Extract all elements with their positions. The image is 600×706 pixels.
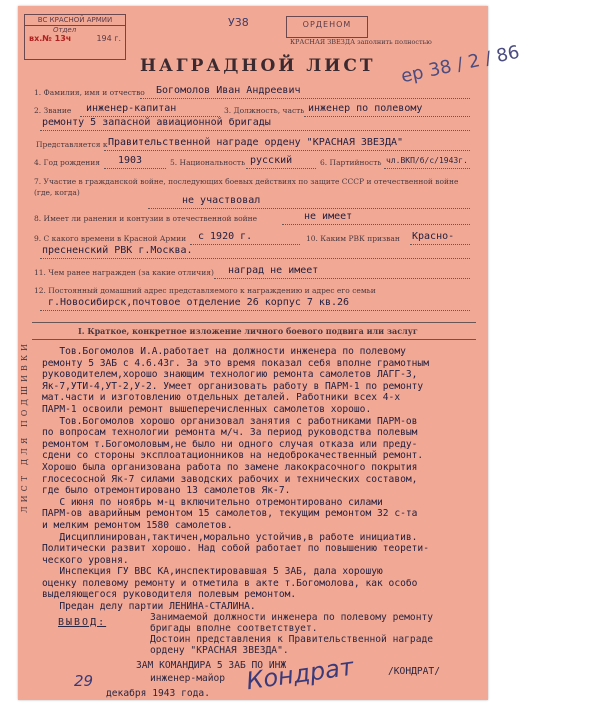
conclusion-line: Достоин представления к Правительственной награде <box>150 634 434 645</box>
body-line: Политически развит хорошо. Над собой работает по повышению теорети- <box>42 543 429 555</box>
body-line: руководителем,хорошо знающим технологию ремонта самолетов ЛАГГ-3, <box>42 369 418 381</box>
handwritten-signature: Кондрат <box>244 652 356 696</box>
represented-value: Правительственной награде ордену "КРАСНАЯ ЗВЕЗДА" <box>108 137 404 148</box>
field-7-value: не участвовал <box>182 195 261 206</box>
body-line: по вопросам технологии ремонта м/ч. За период руководства полевым <box>42 427 418 439</box>
field-10-continuation: пресненский РВК г.Москва. <box>42 245 193 256</box>
signature-date: декабря 1943 года. <box>106 688 210 699</box>
field-3-value: инженер по полевому <box>308 103 423 114</box>
body-line: Хорошо была организована работа по замене лакокрасочного покрытия <box>42 461 418 473</box>
body-line: выделяющегося руководителя полевым ремонтом. <box>42 589 297 601</box>
conclusion-text <box>150 612 433 656</box>
field-9-value: с 1920 г. <box>198 231 253 242</box>
body-line: ремонту 5 ЗАБ с 4.6.43г. За это время показал себя вполне грамотным <box>42 357 429 369</box>
body-line: ПАРМ-1 освоили ремонт вышеперечисленных самолетов хорошо. <box>42 403 372 415</box>
body-line: сдени со стороны эксплоатационников на недоброкачественный ремонт. <box>42 450 424 462</box>
body-line: где было отремонтировано 13 самолетов Як-7. <box>42 485 291 497</box>
award-sheet <box>18 6 522 700</box>
section-divider-top <box>32 322 476 323</box>
signature-position: ЗАМ КОМАНДИРА 5 ЗАБ ПО ИНЖ <box>136 660 287 671</box>
signature-name: /КОНДРАТ/ <box>388 666 440 677</box>
army-stamp-text: ВС КРАСНОЙ АРМИИ <box>25 15 125 26</box>
section-header: I. Краткое, конкретное изложение личного боевого подвига или заслуг <box>78 326 418 336</box>
field-4-label: 4. Год рождения <box>34 158 101 167</box>
field-5-value: русский <box>250 155 293 166</box>
body-line: Инспекция ГУ ВВС КА,инспектировавшая 5 ЗАБ, дала хорошую <box>42 566 383 578</box>
army-stamp <box>24 14 126 60</box>
field-6-label: 6. Партийность <box>320 158 382 167</box>
body-line: оценку полевому ремонту и отметила в акте т.Богомолова, как особо <box>42 577 418 589</box>
signature-day: 29 <box>74 672 94 690</box>
signature-rank: инженер-майор <box>150 673 226 684</box>
field-6-value: чл.ВКП/б/с/1943г. <box>386 156 468 165</box>
binding-margin-label: ЛИСТ ДЛЯ ПОДШИВКИ <box>20 339 29 513</box>
conclusion-line: Занимаемой должности инженера по полевому ремонту <box>150 612 434 623</box>
body-line: мат.части и изготовлению отдельных деталей. Работники всех 4-х <box>42 392 401 404</box>
conclusion-line: бригады вполне соответствует. <box>150 623 318 634</box>
document-title: НАГРАДНОЙ ЛИСТ <box>140 56 376 76</box>
body-line: и мелким ремонтом 1580 самолетов. <box>42 519 233 531</box>
field-10-value: Красно- <box>412 231 455 242</box>
field-1-label: 1. Фамилия, имя и отчество <box>34 88 145 97</box>
field-11-value: наград не имеет <box>228 265 319 276</box>
section-divider-bottom <box>32 339 476 340</box>
body-line: ПАРМ-ов аварийным ремонтом 15 самолетов, текущим ремонтом 32 с-та <box>42 508 418 520</box>
body-line: С июня по ноябрь м-ц включительно отремонтировано силами <box>42 496 383 508</box>
field-2-value: инженер-капитан <box>86 103 177 114</box>
field-2-label: 2. Звание <box>34 106 72 115</box>
body-line: Дисциплинирован,тактичен,морально устойчив,в работе инициатив. <box>42 531 418 543</box>
inventory-number: вх.№ 13ч <box>29 34 72 43</box>
body-line: ческого уровня. <box>42 554 129 566</box>
merit-description <box>42 346 472 613</box>
body-line: Предан делу партии ЛЕНИНА-СТАЛИНА. <box>42 601 256 613</box>
field-5-label: 5. Национальность <box>170 158 246 167</box>
body-line: глосесосной Як-7 силами заводских рабочих и технических составом, <box>42 473 418 485</box>
field-9-label: 9. С какого времени в Красной Армии <box>34 234 187 243</box>
body-line: Тов.Богомолов И.А.работает на должности инженера по полевому <box>42 346 406 357</box>
field-4-value: 1903 <box>118 155 143 166</box>
pencil-corner-note: ер 38 / 2 / 86 <box>399 41 522 88</box>
field-8-value: не имеет <box>304 211 353 222</box>
order-stamp <box>286 16 368 38</box>
order-stamp-text: ОРДЕНОМ <box>302 20 352 29</box>
conclusion-line: ордену "КРАСНАЯ ЗВЕЗДА". <box>150 645 289 656</box>
field-1-value: Богомолов Иван Андреевич <box>156 85 301 96</box>
body-line: Як-7,УТИ-4,УТ-2,У-2. Умеет организовать работу в ПАРМ-1 по ремонту <box>42 380 424 392</box>
body-line: Тов.Богомолов хорошо организовал занятия с работниками ПАРМ-ов <box>42 415 418 427</box>
field-10-label: 10. Каким РВК призван <box>306 234 400 243</box>
year-mark: 194 г. <box>96 34 121 43</box>
field-7-label: 7. Участие в гражданской войне, последующих боевых действиях по защите СССР и отечественной войне (где, когда) <box>34 177 459 197</box>
field-12-value: г.Новосибирск,почтовое отделение 26 корпус 7 кв.26 <box>48 297 350 308</box>
field-11-label: 11. Чем ранее награжден (за какие отличия) <box>34 268 214 277</box>
field-3-label: 3. Должность, часть <box>224 106 305 115</box>
field-8-label: 8. Имеет ли ранения и контузии в отечественной войне <box>34 214 258 223</box>
field-12-label: 12. Постоянный домашний адрес представляемого к награждению и адрес его семьи <box>34 286 376 295</box>
body-line: ремонтом т.Богомоловым,не было ни одного случая отказа или преду- <box>42 438 418 450</box>
archive-number: У38 <box>228 16 249 29</box>
represented-label: Представляется к <box>36 140 108 149</box>
field-3-continuation: ремонту 5 запасной авиационной бригады <box>42 117 271 128</box>
conclusion-label: ВЫВОД: <box>58 617 107 628</box>
dept-text: Отдел <box>53 26 77 34</box>
fill-note: КРАСНАЯ ЗВЕЗДА заполнить полностью <box>290 38 432 46</box>
